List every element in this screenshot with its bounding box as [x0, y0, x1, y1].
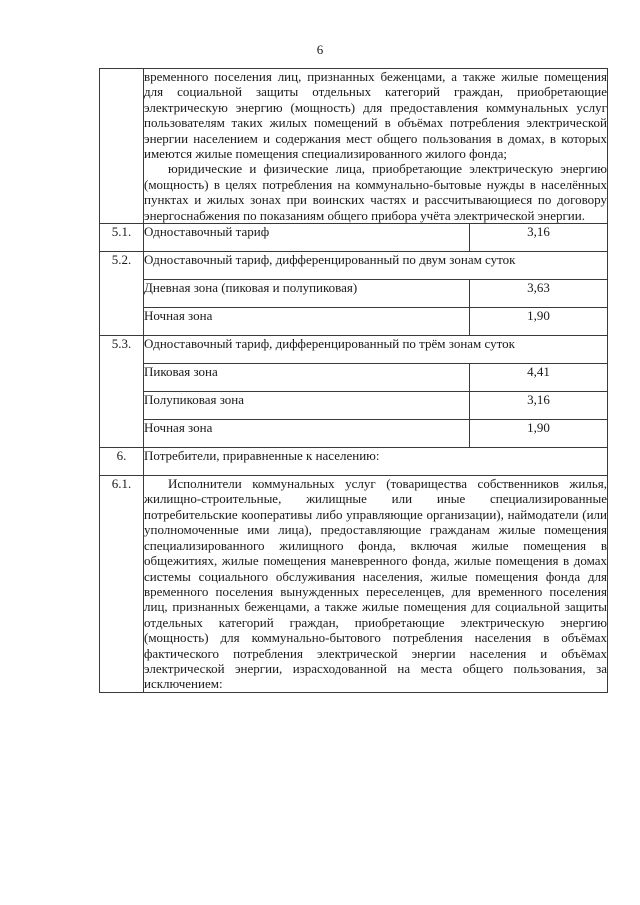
table-row-5-3-peak [100, 364, 608, 392]
table-row-5-3-night [100, 420, 608, 448]
continuation-row [100, 69, 608, 224]
row-label: Пиковая зона [144, 364, 470, 392]
table-row-5-3 [100, 336, 608, 364]
row-value: 3,16 [470, 392, 608, 420]
row-value: 4,41 [470, 364, 608, 392]
row-value: 3,63 [470, 280, 608, 308]
row-label: Одноставочный тариф [144, 224, 470, 252]
continuation-paragraph-1: временного поселения лиц, признанных беженцами, а также жилые помещения для социальной защиты отдельных категорий граждан, приобретающие электрическую энергию (мощность) для предоставления коммунальных услуг пользователям таких жилых помещений в объёмах потребления электрической энергии населением и содержания мест общего пользования в домах, в которых имеются жилые помещения специализированного жилого фонда; [144, 69, 607, 162]
continuation-text [144, 69, 608, 224]
row-value: 1,90 [470, 420, 608, 448]
row-value: 1,90 [470, 308, 608, 336]
row-number: 6.1. [100, 476, 144, 693]
table-row-5-2 [100, 252, 608, 280]
table-row-5-2-day [100, 280, 608, 308]
row-value: 3,16 [470, 224, 608, 252]
row-6-1-paragraph: Исполнители коммунальных услуг (товарищества собственников жилья, жилищно-строительные, жилищные или иные специализированные потребительские кооперативы либо управляющие организации), наймодатели (или уполномоченные ими лица), предоставляющие гражданам жилые помещения специализированного жилищного фонда, включая жилые помещения в общежитиях, жилые помещения маневренного фонда, жилые помещения в домах системы социального обслуживания населения, жилые помещения фонда для временного поселения вынужденных переселенцев, для временного поселения лиц, признанных беженцами, а также жилые помещения для социальной защиты отдельных категорий граждан, приобретающие электрическую энергию (мощность) для коммунально-бытового потребления населения в объёмах фактического потребления электрической энергии населения и объёмах электрической энергии, израсходованной на места общего пользования, за исключением: [144, 476, 607, 692]
row-label: Потребители, приравненные к населению: [144, 448, 608, 476]
tariff-table [99, 68, 608, 693]
row-label: Полупиковая зона [144, 392, 470, 420]
row-number-empty [100, 69, 144, 224]
table-row-6 [100, 448, 608, 476]
row-number: 5.2. [100, 252, 144, 336]
row-text [144, 476, 608, 693]
continuation-paragraph-2: юридические и физические лица, приобретающие электрическую энергию (мощность) в целях потребления на коммунально-бытовые нужды в населённых пунктах и жилых зонах при воинских частях и рассчитывающиеся по договору энергоснабжения по показаниям общего прибора учёта электрической энергии. [144, 161, 607, 223]
row-label: Дневная зона (пиковая и полупиковая) [144, 280, 470, 308]
table-row-5-1 [100, 224, 608, 252]
row-number: 5.3. [100, 336, 144, 448]
page-number: 6 [316, 42, 324, 57]
row-label: Ночная зона [144, 308, 470, 336]
table-row-5-2-night [100, 308, 608, 336]
row-number: 6. [100, 448, 144, 476]
row-number: 5.1. [100, 224, 144, 252]
row-label: Ночная зона [144, 420, 470, 448]
row-label: Одноставочный тариф, дифференцированный по двум зонам суток [144, 252, 608, 280]
table-row-6-1 [100, 476, 608, 693]
row-label: Одноставочный тариф, дифференцированный по трём зонам суток [144, 336, 608, 364]
table-row-5-3-semipeak [100, 392, 608, 420]
